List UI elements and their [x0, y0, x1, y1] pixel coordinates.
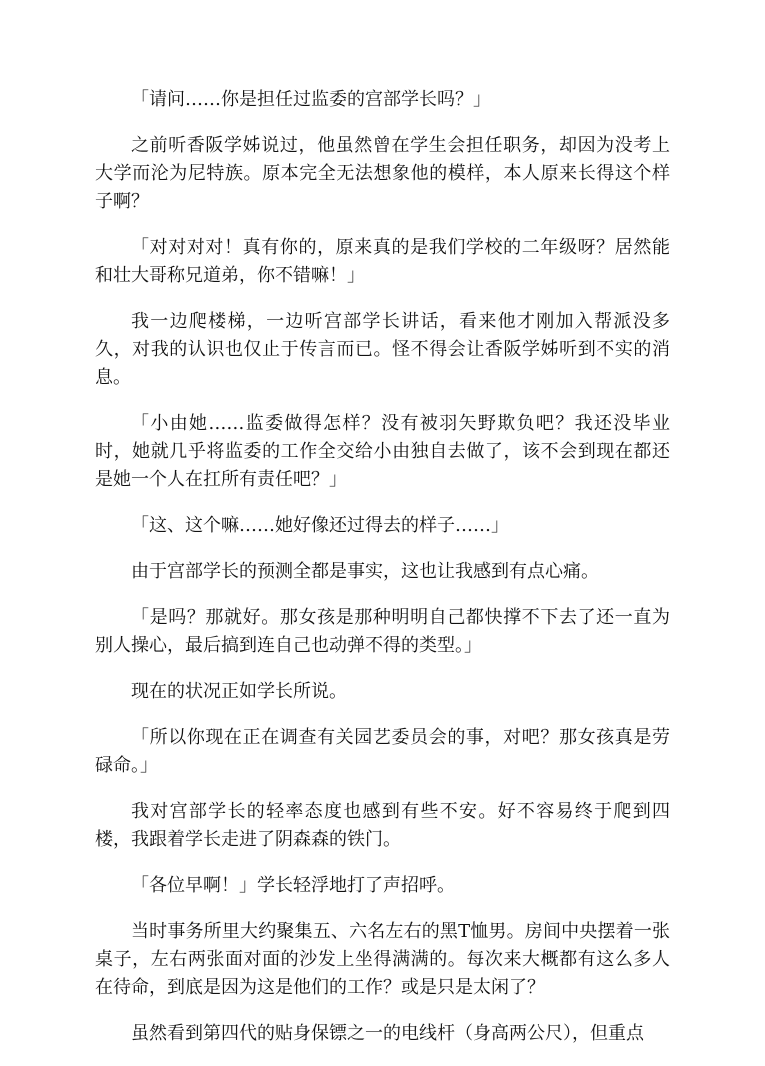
paragraph: 虽然看到第四代的贴身保镖之一的电线杆（身高两公尺），但重点 [131, 1023, 644, 1044]
paragraph: 「请问……你是担任过监委的宫部学长吗？」 [131, 89, 491, 110]
paragraph: 「小由她……监委做得怎样？没有被羽矢野欺负吧？我还没毕业时，她就几乎将监委的工作全交给小由独自去做了，该不会到现在都还是她一个人在扛所有责任吧？」 [95, 413, 670, 490]
paragraph: 我对宫部学长的轻率态度也感到有些不安。好不容易终于爬到四楼，我跟着学长走进了阴森森的铁门。 [95, 801, 670, 850]
body-text [95, 86, 670, 1066]
paragraph: 由于宫部学长的预测全都是事实，这也让我感到有点心痛。 [131, 561, 599, 582]
paragraph: 「对对对对！真有你的，原来真的是我们学校的二年级呀？居然能和壮大哥称兄道弟，你不错嘛！」 [95, 237, 670, 286]
paragraph: 我一边爬楼梯，一边听宫部学长讲话，看来他才刚加入帮派没多久，对我的认识也仅止于传言而已。怪不得会让香阪学姊听到不实的消息。 [95, 311, 670, 388]
paragraph: 之前听香阪学姊说过，他虽然曾在学生会担任职务，却因为没考上大学而沦为尼特族。原本完全无法想象他的模样，本人原来长得这个样子啊？ [95, 135, 670, 212]
paragraph: 「所以你现在正在调查有关园艺委员会的事，对吧？那女孩真是劳碌命。」 [95, 727, 670, 776]
paragraph: 「是吗？那就好。那女孩是那种明明自己都快撑不下去了还一直为别人操心，最后搞到连自己也动弹不得的类型。」 [95, 607, 670, 656]
paragraph: 当时事务所里大约聚集五、六名左右的黑T恤男。房间中央摆着一张桌子，左右两张面对面的沙发上坐得满满的。每次来大概都有这么多人在待命，到底是因为这是他们的工作？或是只是太闲了？ [95, 921, 670, 998]
paragraph: 「这、这个嘛……她好像还过得去的样子……」 [131, 515, 509, 536]
paragraph: 现在的状况正如学长所说。 [131, 681, 347, 702]
paragraph: 「各位早啊！」学长轻浮地打了声招呼。 [131, 875, 455, 896]
